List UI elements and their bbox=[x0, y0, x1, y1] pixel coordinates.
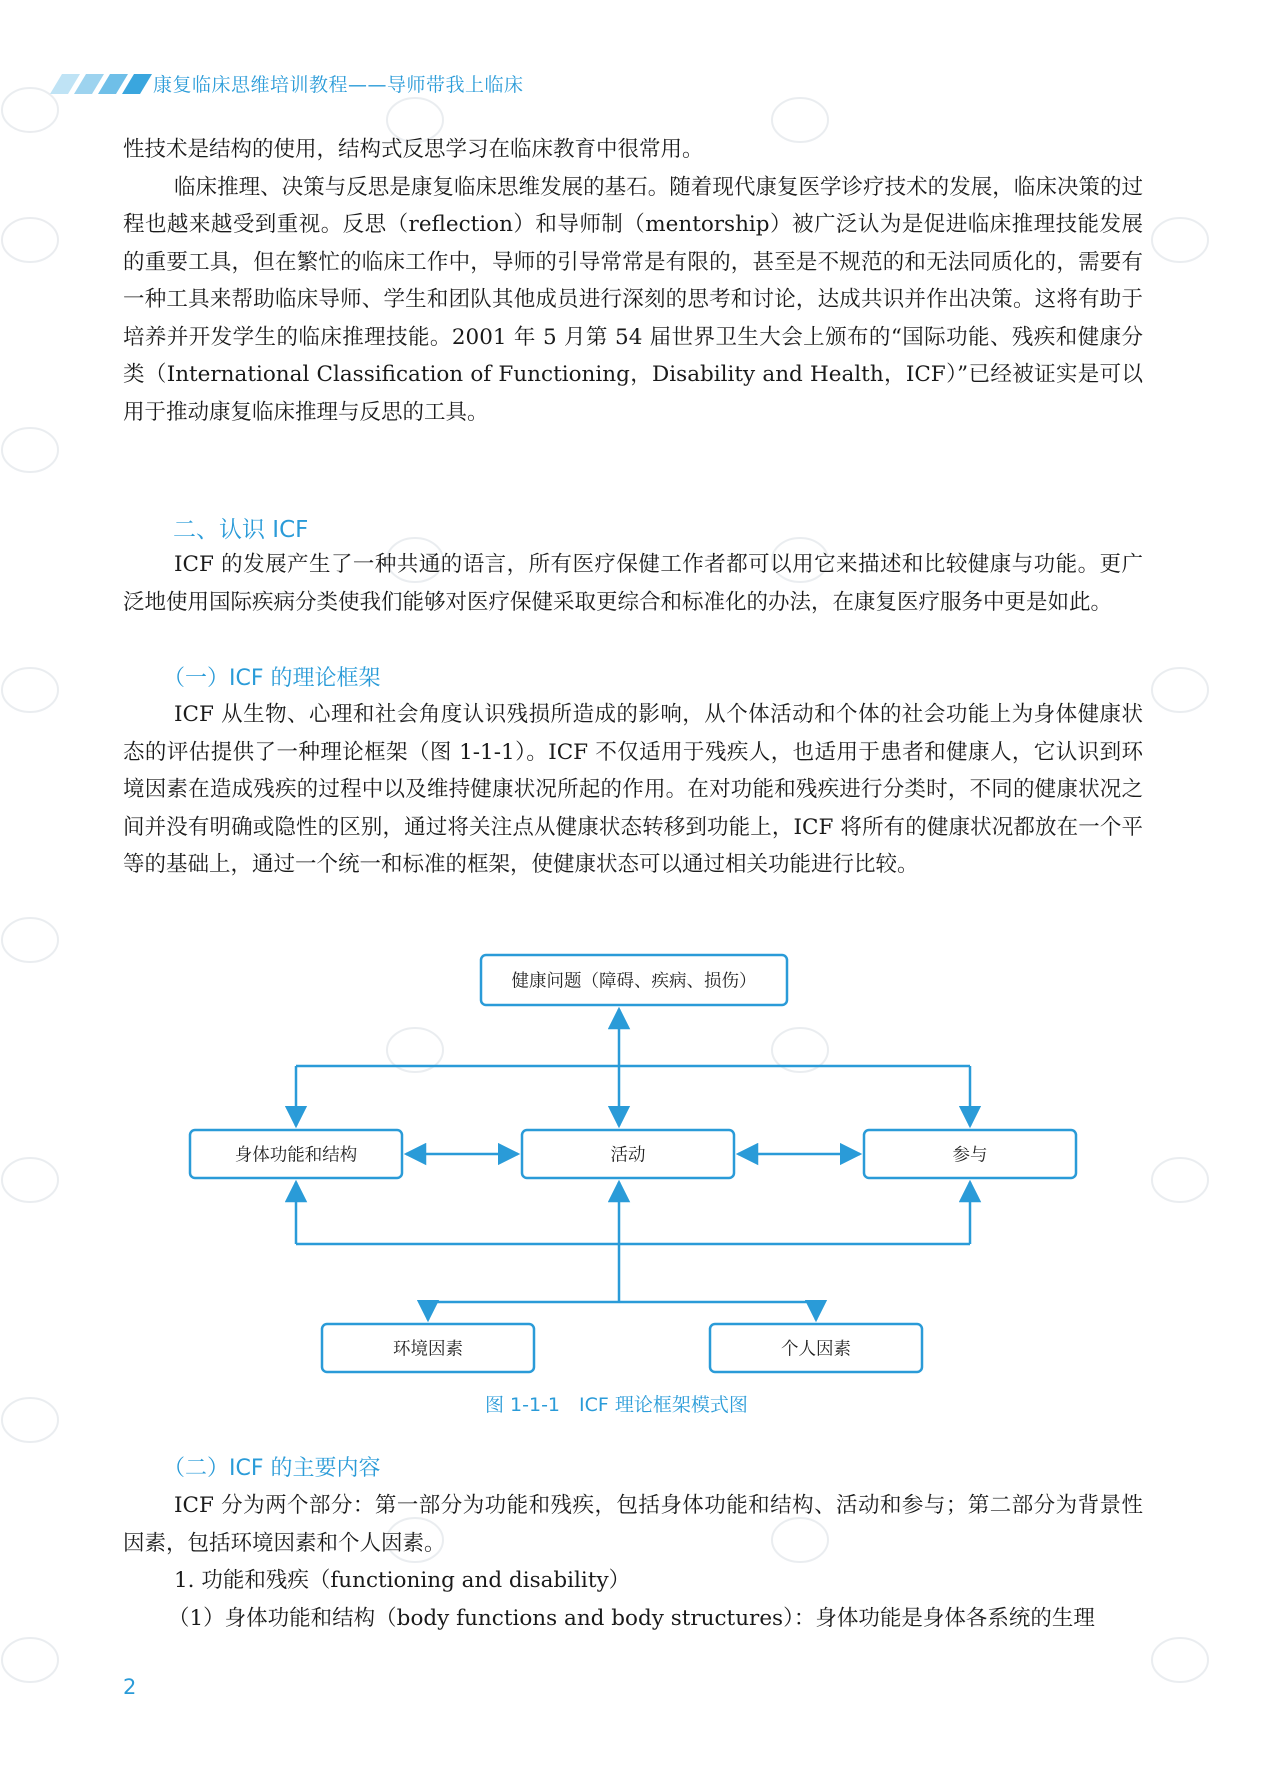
subsection-paragraph: ICF 从生物、心理和社会角度认识残损所造成的影响，从个体活动和个体的社会功能上为身体健康状态的评估提供了一种理论框架（图 1-1-1）。ICF 不仅适用于残疾人，也适用于患者和健康人，它认识到环境因素在造成残疾的过程中以及维持健康状况所起的作用。在对功能和残疾进行分类时，不同的健康状况之间并没有明确或隐性的区别，通过将关注点从健康状态转移到功能上，ICF 将所有的健康状况都放在一个平等的基础上，通过一个统一和标准的框架，使健康状态可以通过相关功能进行比较。 bbox=[123, 702, 1143, 877]
section-body bbox=[123, 546, 1143, 621]
subsection-body bbox=[123, 696, 1143, 884]
figure-caption: 图 1-1-1 ICF 理论框架模式图 bbox=[485, 1394, 748, 1416]
subsection-body-2 bbox=[123, 1487, 1143, 1637]
header-title: 康复临床思维培训教程——导师带我上临床 bbox=[153, 74, 524, 96]
body-functions-label: 身体功能和结构 bbox=[234, 1145, 358, 1166]
participation-label: 参与 bbox=[952, 1145, 988, 1166]
environmental-factors-label: 环境因素 bbox=[393, 1339, 463, 1360]
section-paragraph: ICF 的发展产生了一种共通的语言，所有医疗保健工作者都可以用它来描述和比较健康与功能。更广泛地使用国际疾病分类使我们能够对医疗保健采取更综合和标准化的办法，在康复医疗服务中更是如此。 bbox=[123, 552, 1143, 615]
numbered-subitem: （1）身体功能和结构（body functions and body structures）：身体功能是身体各系统的生理 bbox=[168, 1605, 1095, 1631]
numbered-item: 1. 功能和残疾（functioning and disability） bbox=[174, 1568, 631, 1593]
intro-section bbox=[123, 131, 1143, 431]
page-number: 2 bbox=[123, 1675, 137, 1699]
health-condition-label: 健康问题（障碍、疾病、损伤） bbox=[511, 971, 757, 992]
intro-paragraph: 临床推理、决策与反思是康复临床思维发展的基石。随着现代康复医学诊疗技术的发展，临床决策的过程也越来越受到重视。反思（reflection）和导师制（mentorship）被广泛认为是促进临床推理技能发展的重要工具，但在繁忙的临床工作中，导师的引导常常是有限的，甚至是不规范的和无法同质化的，需要有一种工具来帮助临床导师、学生和团队其他成员进行深刻的思考和讨论，达成共识并作出决策。这将有助于培养并开发学生的临床推理技能。2001 年 5 月第 54 届世界卫生大会上颁布的“国际功能、残疾和健康分类（International Classification of Functioning，Disability and Health，ICF）”已经被证实是可以用于推动康复临床推理与反思的工具。 bbox=[123, 174, 1143, 425]
intro-paragraph-continued: 性技术是结构的使用，结构式反思学习在临床教育中很常用。 bbox=[123, 137, 704, 162]
section-heading: 二、认识 ICF bbox=[173, 517, 309, 543]
subsection-heading: （一）ICF 的理论框架 bbox=[163, 666, 381, 691]
activity-label: 活动 bbox=[610, 1145, 646, 1166]
header-stripes-decoration bbox=[40, 74, 155, 94]
subsection-heading-2: （二）ICF 的主要内容 bbox=[163, 1456, 381, 1481]
subsection-paragraph-2: ICF 分为两个部分：第一部分为功能和残疾，包括身体功能和结构、活动和参与；第二部分为背景性因素，包括环境因素和个人因素。 bbox=[123, 1493, 1143, 1556]
personal-factors-label: 个人因素 bbox=[781, 1339, 851, 1360]
